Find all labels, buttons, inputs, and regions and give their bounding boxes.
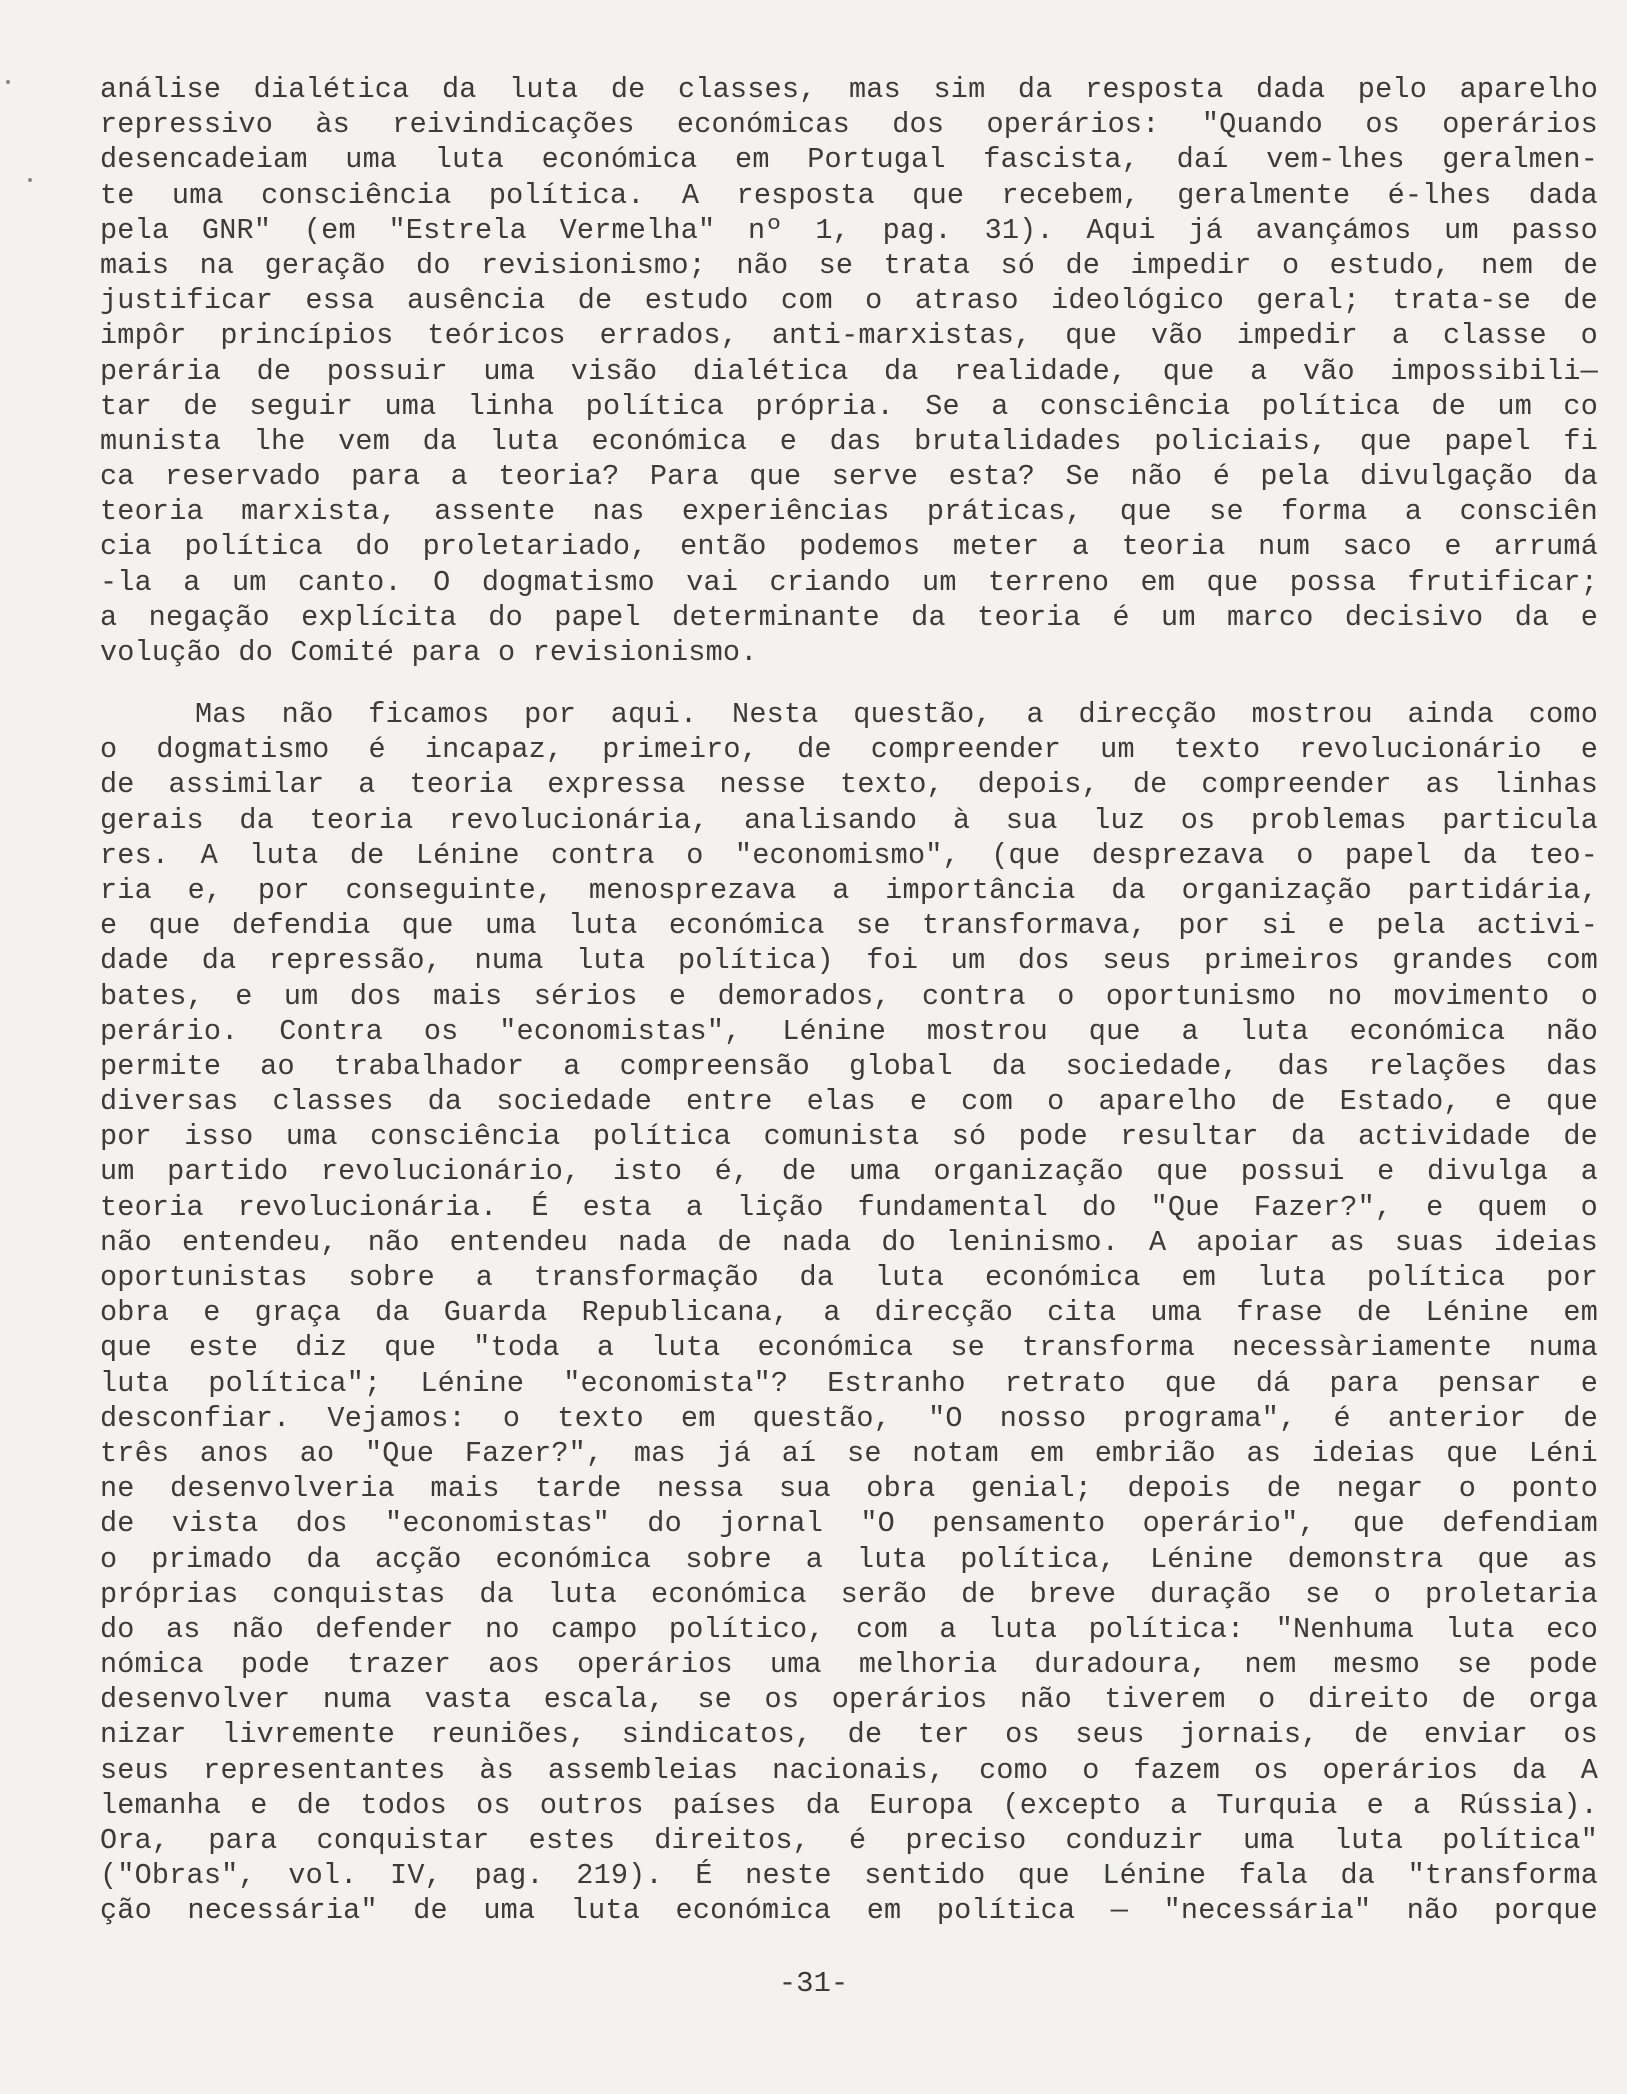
text-line: ne desenvolveria mais tarde nessa sua obra genial; depois de negar o ponto: [100, 1472, 1598, 1506]
text-line: nómica pode trazer aos operários uma melhoria duradoura, nem mesmo se pode: [100, 1648, 1598, 1682]
text-line: análise dialética da luta de classes, mas sim da resposta dada pelo aparelho: [100, 73, 1598, 106]
text-line: diversas classes da sociedade entre elas e com o aparelho de Estado, e que: [100, 1085, 1598, 1119]
margin-speck: [28, 178, 32, 182]
text-line: permite ao trabalhador a compreensão global da sociedade, das relações das: [100, 1049, 1598, 1083]
text-line: res. A luta de Lénine contra o "economismo", (que desprezava o papel da teo-: [100, 838, 1598, 872]
text-line: perária de possuir uma visão dialética da realidade, que a vão impossibili—: [100, 354, 1598, 388]
text-line: perário. Contra os "economistas", Lénine mostrou que a luta económica não: [100, 1014, 1598, 1048]
text-line: justificar essa ausência de estudo com o atraso ideológico geral; trata-se de: [100, 284, 1598, 318]
text-line: que este diz que "toda a luta económica se transforma necessàriamente numa: [100, 1331, 1598, 1365]
text-line: a negação explícita do papel determinante da teoria é um marco decisivo da e: [100, 600, 1598, 634]
text-line: de vista dos "economistas" do jornal "O pensamento operário", que defendiam: [100, 1507, 1598, 1541]
text-line: obra e graça da Guarda Republicana, a direcção cita uma frase de Lénine em: [100, 1296, 1598, 1330]
text-line: te uma consciência política. A resposta que recebem, geralmente é-lhes dada: [100, 178, 1598, 212]
text-line: três anos ao "Que Fazer?", mas já aí se notam em embrião as ideias que Léni: [100, 1436, 1598, 1470]
text-line: dade da repressão, numa luta política) foi um dos seus primeiros grandes com: [100, 944, 1598, 978]
text-line: por isso uma consciência política comunista só pode resultar da actividade de: [100, 1120, 1598, 1154]
text-line: munista lhe vem da luta económica e das brutalidades policiais, que papel fi: [100, 424, 1598, 458]
text-line: desenvolver numa vasta escala, se os operários não tiverem o direito de orga: [100, 1683, 1598, 1717]
text-line: cia política do proletariado, então podemos meter a teoria num saco e arrumá: [100, 530, 1598, 564]
text-line: pela GNR" (em "Estrela Vermelha" nº 1, pag. 31). Aqui já avançámos um passo: [100, 213, 1598, 247]
paragraph-2: [100, 697, 1598, 1929]
text-line: impôr princípios teóricos errados, anti-marxistas, que vão impedir a classe o: [100, 319, 1598, 353]
text-line: lemanha e de todos os outros países da Europa (excepto a Turquia e a Rússia).: [100, 1788, 1598, 1822]
text-line: e que defendia que uma luta económica se transformava, por si e pela activi-: [100, 909, 1598, 943]
text-line: nizar livremente reuniões, sindicatos, de ter os seus jornais, de enviar os: [100, 1718, 1598, 1752]
text-line: o dogmatismo é incapaz, primeiro, de compreender um texto revolucionário e: [100, 733, 1598, 767]
text-line: um partido revolucionário, isto é, de uma organização que possui e divulga a: [100, 1155, 1598, 1189]
text-line: desconfiar. Vejamos: o texto em questão, "O nosso programa", é anterior de: [100, 1401, 1598, 1435]
text-line: tar de seguir uma linha política própria. Se a consciência política de um co: [100, 389, 1598, 423]
paragraph-1: [100, 72, 1598, 670]
text-line: ria e, por conseguinte, menosprezava a importância da organização partidária,: [100, 873, 1598, 907]
text-line: teoria revolucionária. É esta a lição fundamental do "Que Fazer?", e quem o: [100, 1190, 1598, 1224]
page-number: -31-: [778, 1967, 849, 2000]
text-line: repressivo às reivindicações económicas dos operários: "Quando os operários: [100, 108, 1598, 142]
text-line: volução do Comité para o revisionismo.: [100, 636, 758, 669]
text-line: desencadeiam uma luta económica em Portugal fascista, daí vem-lhes geralmen-: [100, 143, 1598, 177]
text-line: não entendeu, não entendeu nada de nada do leninismo. A apoiar as suas ideias: [100, 1225, 1598, 1259]
text-line: o primado da acção económica sobre a luta política, Lénine demonstra que as: [100, 1542, 1598, 1576]
text-line: oportunistas sobre a transformação da luta económica em luta política por: [100, 1261, 1598, 1294]
text-line: teoria marxista, assente nas experiências práticas, que se forma a consciên: [100, 495, 1598, 529]
text-line: ca reservado para a teoria? Para que serve esta? Se não é pela divulgação da: [100, 460, 1598, 494]
text-line: ("Obras", vol. IV, pag. 219). É neste sentido que Lénine fala da "transforma: [100, 1859, 1598, 1893]
text-line: do as não defender no campo político, com a luta política: "Nenhuma luta eco: [100, 1612, 1598, 1646]
margin-speck: [6, 80, 10, 84]
text-line: -la a um canto. O dogmatismo vai criando um terreno em que possa frutificar;: [100, 565, 1598, 599]
text-line: de assimilar a teoria expressa nesse texto, depois, de compreender as linhas: [100, 768, 1598, 802]
text-line: gerais da teoria revolucionária, analisando à sua luz os problemas particula: [100, 803, 1598, 837]
text-line: mais na geração do revisionismo; não se trata só de impedir o estudo, nem de: [100, 248, 1598, 282]
text-line: luta política"; Lénine "economista"? Estranho retrato que dá para pensar e: [100, 1366, 1598, 1400]
text-line: seus representantes às assembleias nacionais, como o fazem os operários da A: [100, 1753, 1598, 1787]
text-line: Ora, para conquistar estes direitos, é preciso conduzir uma luta política": [100, 1824, 1598, 1857]
text-line: ção necessária" de uma luta económica em política — "necessária" não porque: [100, 1894, 1598, 1928]
text-line: Mas não ficamos por aqui. Nesta questão, a direcção mostrou ainda como: [195, 698, 1598, 731]
text-line: próprias conquistas da luta económica serão de breve duração se o proletaria: [100, 1577, 1598, 1611]
text-line: bates, e um dos mais sérios e demorados, contra o oportunismo no movimento o: [100, 979, 1598, 1013]
